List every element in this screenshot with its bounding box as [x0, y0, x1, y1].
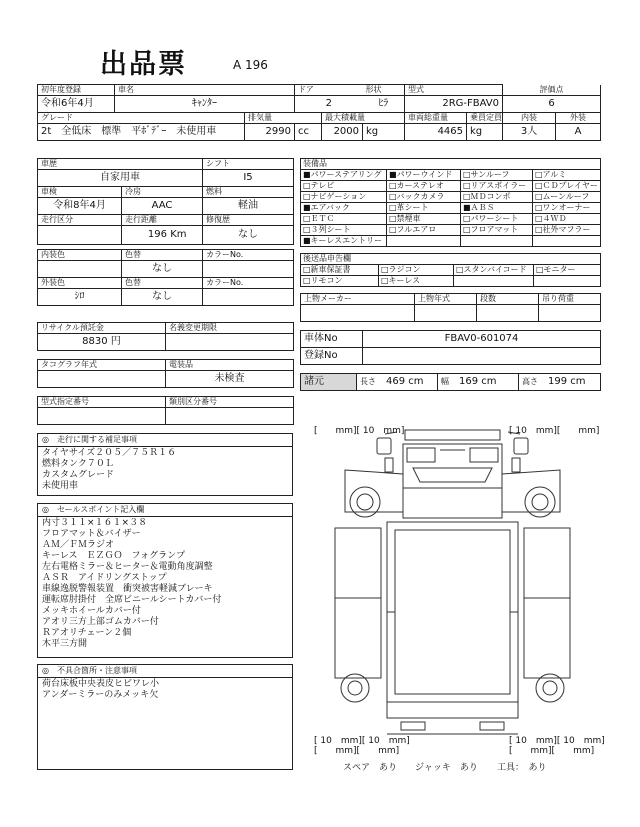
equipment-item: □３列シート [301, 225, 387, 236]
int-color-no-label: カラーNo. [203, 250, 294, 261]
tools-value: あり [528, 763, 547, 773]
category-value [166, 408, 294, 425]
length-value: 469 [386, 376, 406, 387]
cargo-steps-label: 段数 [477, 294, 539, 305]
equipment-item: □アルミ [533, 170, 601, 181]
travel-notes-label: ◎ 走行に関する補足事項 [38, 434, 292, 447]
equipment-item: □パワーシート [461, 214, 533, 225]
travel-notes-text: タイヤサイズ２０５／７５Ｒ１６ 燃料タンク７０Ｌ カスタムグレード 未使用車 [42, 448, 177, 491]
max-load-label: 最大積載量 [322, 113, 405, 124]
exterior-score-label: 外装 [556, 113, 601, 124]
sales-points-text: 内寸３１１×１６１×３８ フロアマット＆バイザー ＡＭ／ＦＭラジオ キーレス ＥＺＧＯ フォグランプ 左右電格ミラー＆ヒーター＆電動角度調整 ＡＳＲ アイドリングストップ 車線逸脱警報装置 衝突被害軽減ブレーキ 運転席肘掛付 全席ビニールシートカバー付 メッキホイールカバー付 アオリ三方上部ゴムカバー付 Ｒアオリチェーン２個 木平三方開 [42, 518, 222, 649]
equipment-item: □ムーンルーフ [533, 192, 601, 203]
page-title: 出品票 [100, 49, 187, 80]
equipment-item: □スタンバイコード [454, 265, 534, 276]
int-color-value [38, 261, 122, 278]
ac-label: 冷房 [122, 187, 203, 198]
fuel-value: 軽油 [203, 198, 294, 215]
equipment-label: 装備品 [301, 159, 601, 170]
name-change-label: 名義変更期限 [166, 323, 294, 334]
reg-no-label: 登録No [301, 348, 363, 365]
electric-label: 電装品 [166, 360, 294, 371]
cargo-maker-label: 上物メーカー [301, 294, 415, 305]
type-designation-value [38, 408, 166, 425]
doors-label: ドア [295, 85, 363, 96]
lot-number: A 196 [233, 58, 268, 72]
travel-notes-box [37, 433, 293, 496]
recycle-table [37, 322, 294, 351]
dimensions-table [300, 373, 601, 391]
grade-value: 2t 全低床 標準 平ﾎﾞﾃﾞｰ 未使用車 [38, 124, 245, 141]
equipment-item: □新車保証書 [301, 265, 379, 276]
mileage-unit: Km [170, 229, 187, 240]
car-name-label: 車名 [115, 85, 295, 96]
equipment-item: □モニター [534, 265, 601, 276]
electric-value: 未検査 [166, 371, 294, 388]
inspection-value: 令和8年4月 [38, 198, 122, 215]
equipment-item [461, 236, 533, 247]
interior-score-value: A [556, 124, 601, 141]
ext-color-value: ｼﾛ [38, 289, 122, 306]
chassis-table [300, 330, 601, 365]
car-name-value: ｷｬﾝﾀｰ [115, 96, 295, 113]
chassis-no-value: FBAV0-601074 [363, 331, 601, 348]
shape-value: ﾋﾗ [363, 96, 405, 113]
equipment-item: □ＥＴＣ [301, 214, 387, 225]
tread-top-left: [ mm][ 10 mm] [314, 426, 405, 436]
interior-score-label: 内装 [503, 113, 556, 124]
tacho-table [37, 359, 294, 388]
max-load-value: 2000 [322, 124, 363, 141]
cargo-hoist-label: 吊り荷重 [539, 294, 601, 305]
designation-table [37, 396, 294, 425]
ext-color-change-value: なし [122, 289, 203, 306]
equipment-item: □リモコン [301, 276, 379, 287]
equipment-item: □ＣＤプレイヤー [533, 181, 601, 192]
equipment-item: ■ＡＢＳ [461, 203, 533, 214]
ext-color-change-label: 色替 [122, 278, 203, 289]
gross-weight-label: 車両総重量 [405, 113, 467, 124]
int-color-no-value [203, 261, 294, 278]
type-designation-label: 型式指定番号 [38, 397, 166, 408]
chassis-no-label: 車体No [301, 331, 363, 348]
equipment-table [300, 158, 601, 247]
ext-color-no-value [203, 289, 294, 306]
details-table [37, 158, 294, 306]
dimensions-label: 諸元 [301, 374, 357, 391]
equipment-item: □カーステレオ [387, 181, 461, 192]
shape-label: 形状 [363, 85, 405, 96]
equipment-item: ■キーレスエントリー [301, 236, 387, 247]
equipment-item [534, 276, 601, 287]
model-value: 2RG-FBAV0 [405, 96, 503, 113]
width-value: 169 [459, 376, 479, 387]
tread-bottom-left-2: [ mm][ mm] [314, 746, 400, 756]
cargo-hoist-value [539, 305, 601, 322]
grade-label: グレード [38, 113, 245, 124]
capacity-value: 3人 [503, 124, 556, 141]
recycle-label: リサイクル預託金 [38, 323, 166, 334]
sales-points-box [37, 503, 293, 658]
defects-text: 荷台床板中央表皮ヒビワレ小 アンダーミラーのみメッキ欠 [42, 679, 160, 700]
cargo-table [300, 293, 601, 322]
equipment-item: □ラジコン [379, 265, 454, 276]
tacho-value [38, 371, 166, 388]
equipment-item [387, 236, 461, 247]
equipment-item: ■エアバック [301, 203, 387, 214]
mileage-value: 196 [147, 229, 167, 240]
ext-color-label: 外装色 [38, 278, 122, 289]
vehicle-info-table [37, 84, 601, 141]
sales-points-label: ◎ セールスポイント記入欄 [38, 504, 292, 517]
aftermarket-label: 後送品申告欄 [301, 254, 601, 265]
aftermarket-table [300, 253, 601, 287]
equipment-item [454, 276, 534, 287]
tread-bottom-right-2: [ mm][ mm] [509, 746, 595, 756]
displacement-label: 排気量 [245, 113, 322, 124]
gross-weight-unit: kg [467, 124, 503, 141]
mileage-section-label: 走行区分 [38, 215, 122, 226]
equipment-item: □フルエアロ [387, 225, 461, 236]
spare-value: あり [379, 763, 398, 773]
equipment-item: ■パワーウインド [387, 170, 461, 181]
first-reg-value: 令和6年4月 [38, 96, 115, 113]
tread-top-right: [ 10 mm][ mm] [509, 426, 600, 436]
height-value: 199 [548, 376, 568, 387]
tread-bottom-right-1: [ 10 mm][ 10 mm] [509, 736, 605, 746]
equipment-item: ■パワーステアリング [301, 170, 387, 181]
defects-box [37, 664, 293, 770]
equipment-item: □ナビゲーション [301, 192, 387, 203]
tacho-label: タコグラフ年式 [38, 360, 166, 371]
category-label: 類別区分番号 [166, 397, 294, 408]
cargo-year-label: 上物年式 [415, 294, 477, 305]
repair-value: なし [203, 226, 294, 245]
equipment-item: □ＭＤコンポ [461, 192, 533, 203]
truck-diagram [325, 418, 580, 748]
equipment-item: □テレビ [301, 181, 387, 192]
inspection-label: 車検 [38, 187, 122, 198]
equipment-item: □サンルーフ [461, 170, 533, 181]
length-label: 長さ [360, 377, 376, 386]
jack-label: ジャッキ [415, 763, 451, 773]
equipment-item: □キーレス [379, 276, 454, 287]
equipment-item: □ワンオーナー [533, 203, 601, 214]
doors-value: 2 [295, 96, 363, 113]
reg-no-value [363, 348, 601, 365]
fuel-label: 燃料 [203, 187, 294, 198]
equipment-item: □革シート [387, 203, 461, 214]
gross-weight-value: 4465 [405, 124, 467, 141]
equipment-item: □リアスポイラー [461, 181, 533, 192]
length-unit: cm [408, 376, 424, 387]
int-color-change-label: 色替 [122, 250, 203, 261]
first-reg-label: 初年度登録 [38, 85, 115, 96]
mileage-label: 走行距離 [122, 215, 203, 226]
ac-value: AAC [122, 198, 203, 215]
recycle-value: 8830 円 [38, 334, 166, 351]
height-unit: cm [570, 376, 586, 387]
name-change-value [166, 334, 294, 351]
history-label: 車歴 [38, 159, 203, 170]
int-color-change-value: なし [122, 261, 203, 278]
repair-label: 修復歴 [203, 215, 294, 226]
int-color-label: 内装色 [38, 250, 122, 261]
model-label: 型式 [405, 85, 503, 96]
cargo-steps-value [477, 305, 539, 322]
max-load-unit: kg [363, 124, 405, 141]
cargo-year-value [415, 305, 477, 322]
shift-label: シフト [203, 159, 294, 170]
defects-label: ◎ 不具合箇所・注意事項 [38, 665, 292, 678]
history-value: 自家用車 [38, 170, 203, 187]
displacement-value: 2990 [245, 124, 295, 141]
width-label: 幅 [441, 377, 449, 386]
tread-bottom-left-1: [ 10 mm][ 10 mm] [314, 736, 410, 746]
score-label: 評価点 [503, 85, 601, 96]
equipment-item [533, 236, 601, 247]
spare-label: スペア [343, 763, 371, 773]
equipment-item: □４ＷＤ [533, 214, 601, 225]
jack-value: あり [459, 763, 478, 773]
ext-color-no-label: カラーNo. [203, 278, 294, 289]
equipment-item: □禁煙車 [387, 214, 461, 225]
displacement-unit: cc [295, 124, 322, 141]
shift-value: I5 [203, 170, 294, 187]
width-unit: cm [481, 376, 497, 387]
score-value: 6 [503, 96, 601, 113]
tools-label: 工具： [497, 763, 520, 773]
cargo-maker-value [301, 305, 415, 322]
height-label: 高さ [522, 377, 538, 386]
equipment-item: □社外マフラー [533, 225, 601, 236]
equipment-item: □バックカメラ [387, 192, 461, 203]
capacity-label: 乗員定員 [467, 113, 503, 124]
equipment-item: □フロアマット [461, 225, 533, 236]
